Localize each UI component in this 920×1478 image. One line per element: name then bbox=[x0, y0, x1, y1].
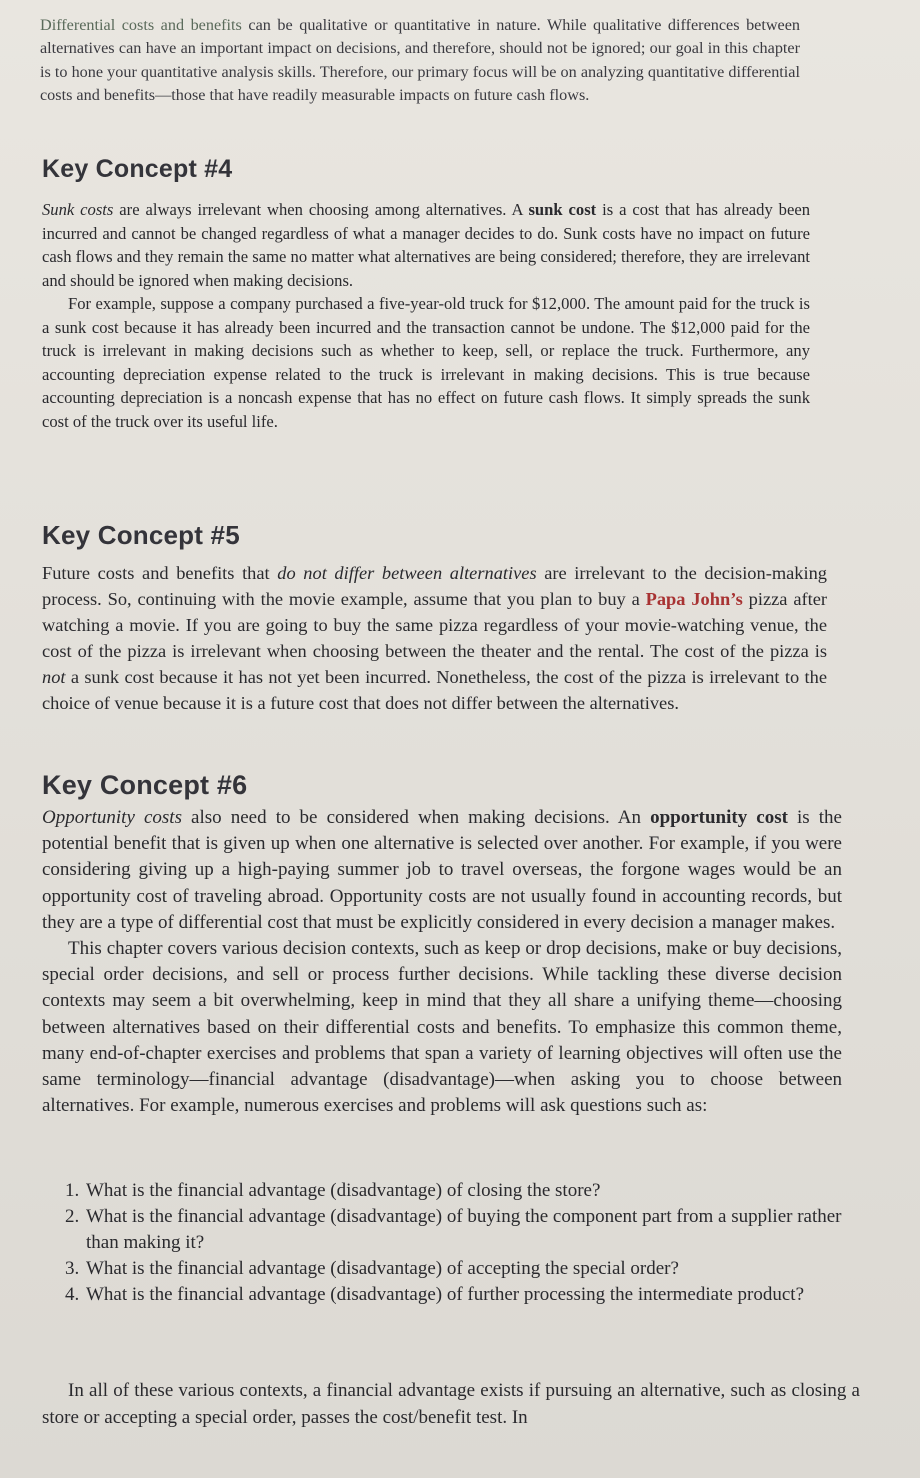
list-item: 4. What is the financial advantage (disadvantage) of further processing the intermediate product? bbox=[84, 1282, 856, 1308]
closing-paragraph: In all of these various contexts, a financial advantage exists if pursuing an alternative, such as closing a store or accepting a special order, passes the cost/benefit test. In bbox=[42, 1380, 860, 1428]
paragraph: Opportunity costs also need to be considered when making decisions. An opportunity cost is the potential benefit that is given up when one alternative is selected over another. For example, if you were considering giving up a high-paying summer job to travel overseas, the forgone wages would be an opportunity cost of traveling abroad. Opportunity costs are not usually found in accounting records, but they are a type of differential cost that must be explicitly considered in every decision a manager makes. bbox=[42, 807, 842, 933]
intro-paragraph: Differential costs and benefits can be qualitative or quantitative in nature. While qualitative differences between alternatives can have an important impact on decisions, and therefore, should not be ignored; our goal in this chapter is to hone your quantitative analysis skills. Therefore, our primary focus will be on analyzing quantitative differential costs and benefits—those that have readily measurable impacts on future cash flows. bbox=[40, 16, 800, 104]
key-concept-4-heading: Key Concept #4 bbox=[42, 155, 233, 183]
key-concept-4-body bbox=[42, 198, 810, 433]
key-concept-6-body bbox=[42, 805, 842, 1119]
key-concept-6-heading: Key Concept #6 bbox=[42, 770, 248, 800]
list-item: 3. What is the financial advantage (disadvantage) of accepting the special order? bbox=[84, 1256, 856, 1282]
key-concept-5-heading: Key Concept #5 bbox=[42, 520, 240, 550]
paragraph: Sunk costs are always irrelevant when choosing among alternatives. A sunk cost is a cost that has already been incurred and cannot be changed regardless of what a manager decides to do. Sunk costs have no impact on future cash flows and they remain the same no matter what alternatives are being considered; therefore, they are irrelevant and should be ignored when making decisions. bbox=[42, 200, 810, 290]
key-concept-5-body bbox=[42, 560, 827, 716]
paragraph: This chapter covers various decision contexts, such as keep or drop decisions, make or buy decisions, special order decisions, and sell or process further decisions. While tackling these diverse decision contexts may seem a bit overwhelming, keep in mind that they all share a unifying theme—choosing between alternatives based on their differential costs and benefits. To emphasize this common theme, many end-of-chapter exercises and problems that span a variety of learning objectives will often use the same terminology—financial advantage (disadvantage)—when asking you to choose between alternatives. For example, numerous exercises and problems will ask questions such as: bbox=[42, 938, 842, 1117]
question-list bbox=[44, 1178, 856, 1308]
brand-name: Papa John’s bbox=[645, 589, 743, 609]
paragraph: Future costs and benefits that do not differ between alternatives are irrelevant to the decision-making process. So, continuing with the movie example, assume that you plan to buy a Papa John’s pizza after watching a movie. If you are going to buy the same pizza regardless of your movie-watching venue, the cost of the pizza is irrelevant when choosing between the theater and the rental. The cost of the pizza is not a sunk cost because it has not yet been incurred. Nonetheless, the cost of the pizza is irrelevant to the choice of venue because it is a future cost that does not differ between the alternatives. bbox=[42, 563, 828, 713]
paragraph: For example, suppose a company purchased a five-year-old truck for $12,000. The amount paid for the truck is a sunk cost because it has already been incurred and the transaction cannot be undone. The $12,000 paid for the truck is irrelevant in making decisions such as whether to keep, sell, or replace the truck. Furthermore, any accounting depreciation expense related to the truck is irrelevant in making decisions. This is true because accounting depreciation is a noncash expense that has no effect on future cash flows. It simply spreads the sunk cost of the truck over its useful life. bbox=[42, 294, 810, 431]
list-item: 2. What is the financial advantage (disadvantage) of buying the component part from a supplier rather than making it? bbox=[84, 1204, 856, 1256]
list-item: 1. What is the financial advantage (disadvantage) of closing the store? bbox=[84, 1178, 856, 1204]
highlighted-text: Differential costs and benefits bbox=[40, 16, 242, 34]
